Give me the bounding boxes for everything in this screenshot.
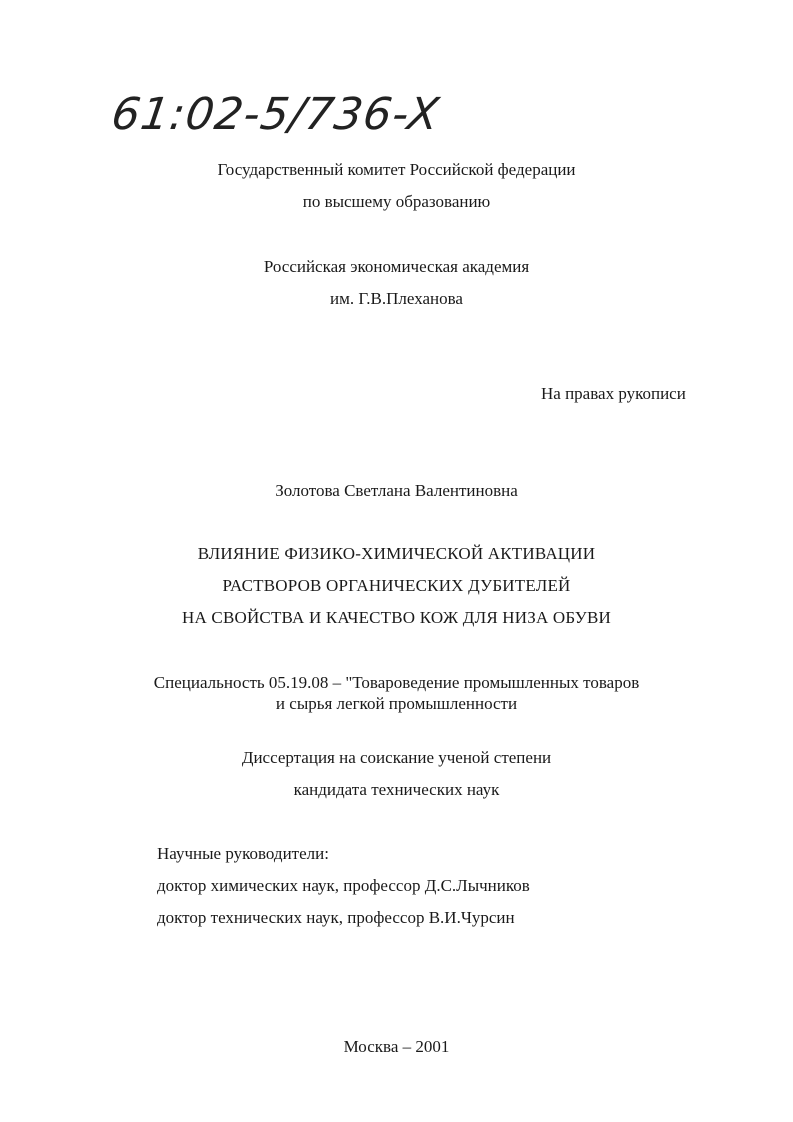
dissertation-title-line-3: НА СВОЙСТВА И КАЧЕСТВО КОЖ ДЛЯ НИЗА ОБУВИ: [182, 608, 611, 627]
city-year: Москва – 2001: [343, 1037, 450, 1056]
manuscript-rights: На правах рукописи: [541, 384, 686, 403]
dissertation-title-line-1: ВЛИЯНИЕ ФИЗИКО-ХИМИЧЕСКОЙ АКТИВАЦИИ: [197, 544, 596, 563]
supervisor-item: доктор технических наук, профессор В.И.Чурсин: [157, 908, 515, 927]
handwritten-archive-code: 61:02-5/736-X: [108, 89, 443, 140]
dissertation-title-line-2: РАСТВОРОВ ОРГАНИЧЕСКИХ ДУБИТЕЛЕЙ: [222, 576, 571, 595]
academy-line-1: Российская экономическая академия: [263, 257, 530, 276]
degree-line-2: кандидата технических наук: [293, 780, 500, 799]
committee-line-2: по высшему образованию: [302, 192, 491, 211]
academy-line-2: им. Г.В.Плеханова: [330, 289, 463, 308]
supervisor-item: доктор химических наук, профессор Д.С.Лычников: [157, 876, 530, 895]
specialty-line-2: и сырья легкой промышленности: [275, 694, 518, 713]
specialty-line-1: Специальность 05.19.08 – "Товароведение промышленных товаров: [153, 673, 640, 692]
committee-line-1: Государственный комитет Российской федерации: [217, 160, 576, 179]
supervisors-heading: Научные руководители:: [157, 844, 329, 863]
degree-line-1: Диссертация на соискание ученой степени: [241, 748, 552, 767]
author-name: Золотова Светлана Валентиновна: [275, 481, 518, 500]
